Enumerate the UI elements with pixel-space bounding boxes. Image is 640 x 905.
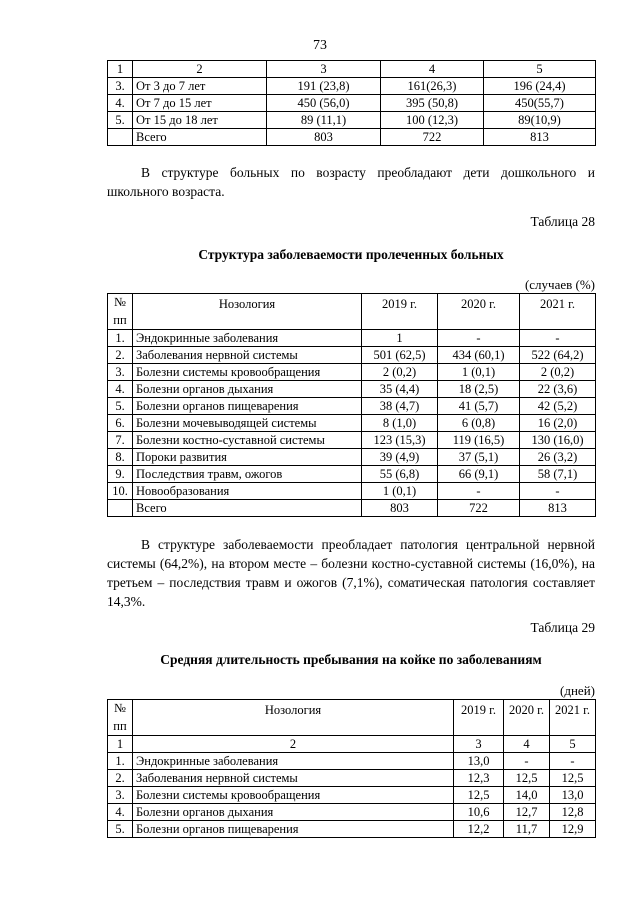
row-label: От 3 до 7 лет	[133, 78, 267, 95]
row-label: Пороки развития	[133, 449, 362, 466]
row-value-2021: -	[520, 483, 596, 500]
table-header	[108, 294, 596, 330]
table-header	[108, 700, 596, 736]
row-number: 3.	[108, 787, 133, 804]
row-value: 100 (12,3)	[381, 112, 484, 129]
col-num-2: 2	[133, 61, 267, 78]
table-row	[108, 415, 596, 432]
col-num-1: 1	[108, 736, 133, 753]
table-row	[108, 770, 596, 787]
total-value: 803	[362, 500, 438, 517]
row-label: Болезни органов дыхания	[133, 804, 454, 821]
row-value-2020: 37 (5,1)	[438, 449, 520, 466]
row-value-2019: 55 (6,8)	[362, 466, 438, 483]
row-label: Болезни органов дыхания	[133, 381, 362, 398]
row-value-2019: 39 (4,9)	[362, 449, 438, 466]
table-29-title: Средняя длительность пребывания на койке по заболеваниям	[160, 652, 542, 667]
col-num-3: 3	[454, 736, 504, 753]
row-value-2019: 2 (0,2)	[362, 364, 438, 381]
total-label: Всего	[133, 129, 267, 146]
total-value: 803	[267, 129, 381, 146]
row-number: 10.	[108, 483, 133, 500]
col-header-2020: 2020 г.	[504, 700, 550, 736]
row-number: 2.	[108, 347, 133, 364]
row-value-2019: 12,3	[454, 770, 504, 787]
paragraph-morbidity	[107, 535, 595, 611]
row-number: 4.	[108, 381, 133, 398]
row-number: 9.	[108, 466, 133, 483]
table-row	[108, 449, 596, 466]
row-value-2021: -	[550, 753, 596, 770]
total-value: 722	[438, 500, 520, 517]
table-row	[108, 398, 596, 415]
table-row	[108, 330, 596, 347]
row-label: Болезни системы кровообращения	[133, 787, 454, 804]
col-header-number-line2: пп	[113, 718, 127, 733]
col-header-2021: 2021 г.	[520, 294, 596, 330]
row-value-2019: 501 (62,5)	[362, 347, 438, 364]
row-value: 450(55,7)	[484, 95, 596, 112]
row-value-2019: 13,0	[454, 753, 504, 770]
age-table-continued	[107, 60, 596, 146]
row-label: Заболевания нервной системы	[133, 770, 454, 787]
row-value: 395 (50,8)	[381, 95, 484, 112]
row-value-2019: 38 (4,7)	[362, 398, 438, 415]
row-label: Новообразования	[133, 483, 362, 500]
row-label: От 7 до 15 лет	[133, 95, 267, 112]
total-value: 722	[381, 129, 484, 146]
table-row	[108, 364, 596, 381]
col-header-number-line1: №	[114, 295, 126, 309]
row-number: 7.	[108, 432, 133, 449]
row-value-2020: -	[438, 483, 520, 500]
table-total-row	[108, 129, 596, 146]
row-label: Последствия травм, ожогов	[133, 466, 362, 483]
table-29-caption: Таблица 29	[530, 620, 595, 635]
table-row	[108, 112, 596, 129]
col-header-number-line1: №	[114, 701, 126, 715]
row-value-2021: 12,9	[550, 821, 596, 838]
row-value-2021: 12,5	[550, 770, 596, 787]
col-header-2021: 2021 г.	[550, 700, 596, 736]
total-label: Всего	[133, 500, 362, 517]
row-value-2020: 12,7	[504, 804, 550, 821]
row-value-2021: 42 (5,2)	[520, 398, 596, 415]
row-value-2020: 434 (60,1)	[438, 347, 520, 364]
table-row	[108, 821, 596, 838]
row-value-2020: -	[438, 330, 520, 347]
row-value-2019: 8 (1,0)	[362, 415, 438, 432]
row-label: Болезни мочевыводящей системы	[133, 415, 362, 432]
row-label: Болезни костно-суставной системы	[133, 432, 362, 449]
col-header-nosology: Нозология	[133, 294, 362, 330]
total-value: 813	[520, 500, 596, 517]
table-row	[108, 787, 596, 804]
col-num-4: 4	[381, 61, 484, 78]
table-row	[108, 78, 596, 95]
row-value: 196 (24,4)	[484, 78, 596, 95]
row-value: 191 (23,8)	[267, 78, 381, 95]
row-label: Болезни системы кровообращения	[133, 364, 362, 381]
table-row	[108, 804, 596, 821]
row-value-2019: 10,6	[454, 804, 504, 821]
table-row	[108, 466, 596, 483]
row-value-2019: 123 (15,3)	[362, 432, 438, 449]
paragraph-text: В структуре заболеваемости преобладает патология центральной нервной системы (64,2%), на втором месте – болезни костно-суставной системы (16,0%), на третьем – последствия травм и ожогов (7,1%), соматическая патология составляет 14,3%.	[107, 537, 595, 609]
col-num-1: 1	[108, 61, 133, 78]
row-value: 161(26,3)	[381, 78, 484, 95]
row-value-2020: 14,0	[504, 787, 550, 804]
table-row	[108, 95, 596, 112]
row-number: 3.	[108, 78, 133, 95]
row-number: 8.	[108, 449, 133, 466]
col-header-number-line2: пп	[113, 312, 127, 327]
row-value: 89 (11,1)	[267, 112, 381, 129]
col-num-2: 2	[133, 736, 454, 753]
row-value-2021: 2 (0,2)	[520, 364, 596, 381]
row-value-2021: 58 (7,1)	[520, 466, 596, 483]
col-header-2019: 2019 г.	[362, 294, 438, 330]
row-label: Заболевания нервной системы	[133, 347, 362, 364]
table-28-unit: (случаев (%)	[524, 277, 595, 292]
row-label: Эндокринные заболевания	[133, 330, 362, 347]
col-header-2020: 2020 г.	[438, 294, 520, 330]
row-value-2021: 22 (3,6)	[520, 381, 596, 398]
row-value-2020: 1 (0,1)	[438, 364, 520, 381]
row-label: Болезни органов пищеварения	[133, 398, 362, 415]
row-value-2019: 35 (4,4)	[362, 381, 438, 398]
row-value-2021: 12,8	[550, 804, 596, 821]
table-row	[108, 483, 596, 500]
row-value-2021: 13,0	[550, 787, 596, 804]
row-value-2021: 26 (3,2)	[520, 449, 596, 466]
row-number: 5.	[108, 398, 133, 415]
row-value-2019: 12,2	[454, 821, 504, 838]
col-header-number	[108, 700, 133, 736]
col-header-number	[108, 294, 133, 330]
row-value-2020: 6 (0,8)	[438, 415, 520, 432]
col-header-2019: 2019 г.	[454, 700, 504, 736]
morbidity-table	[107, 293, 596, 517]
row-value-2021: -	[520, 330, 596, 347]
table-28-caption: Таблица 28	[530, 214, 595, 229]
row-value-2020: -	[504, 753, 550, 770]
row-value-2021: 130 (16,0)	[520, 432, 596, 449]
col-num-4: 4	[504, 736, 550, 753]
row-value-2020: 66 (9,1)	[438, 466, 520, 483]
row-number: 2.	[108, 770, 133, 787]
row-number: 3.	[108, 364, 133, 381]
table-header-numbering	[108, 61, 596, 78]
table-header-numbering	[108, 736, 596, 753]
total-value: 813	[484, 129, 596, 146]
row-value: 89(10,9)	[484, 112, 596, 129]
row-value-2019: 1 (0,1)	[362, 483, 438, 500]
row-value-2020: 119 (16,5)	[438, 432, 520, 449]
row-value-2020: 18 (2,5)	[438, 381, 520, 398]
row-value-2021: 16 (2,0)	[520, 415, 596, 432]
row-value: 450 (56,0)	[267, 95, 381, 112]
row-number: 1.	[108, 753, 133, 770]
row-number: 6.	[108, 415, 133, 432]
row-number: 5.	[108, 821, 133, 838]
row-label: Болезни органов пищеварения	[133, 821, 454, 838]
row-label: Эндокринные заболевания	[133, 753, 454, 770]
row-value-2019: 12,5	[454, 787, 504, 804]
bed-stay-table	[107, 699, 596, 838]
row-number: 5.	[108, 112, 133, 129]
row-value-2019: 1	[362, 330, 438, 347]
empty-cell	[108, 500, 133, 517]
row-value-2020: 41 (5,7)	[438, 398, 520, 415]
paragraph-text: В структуре больных по возрасту преобладают дети дошкольного и школьного возраста.	[107, 165, 595, 199]
col-header-nosology: Нозология	[133, 700, 454, 736]
row-value-2021: 522 (64,2)	[520, 347, 596, 364]
paragraph-age	[107, 163, 595, 201]
col-num-3: 3	[267, 61, 381, 78]
table-28-title: Структура заболеваемости пролеченных больных	[198, 247, 504, 262]
table-total-row	[108, 500, 596, 517]
col-num-5: 5	[550, 736, 596, 753]
col-num-5: 5	[484, 61, 596, 78]
row-value-2020: 12,5	[504, 770, 550, 787]
row-label: От 15 до 18 лет	[133, 112, 267, 129]
table-29-unit: (дней)	[560, 683, 595, 698]
table-row	[108, 347, 596, 364]
row-number: 4.	[108, 95, 133, 112]
empty-cell	[108, 129, 133, 146]
row-value-2020: 11,7	[504, 821, 550, 838]
table-row	[108, 753, 596, 770]
page-number: 73	[313, 38, 327, 53]
table-row	[108, 432, 596, 449]
row-number: 1.	[108, 330, 133, 347]
row-number: 4.	[108, 804, 133, 821]
table-row	[108, 381, 596, 398]
